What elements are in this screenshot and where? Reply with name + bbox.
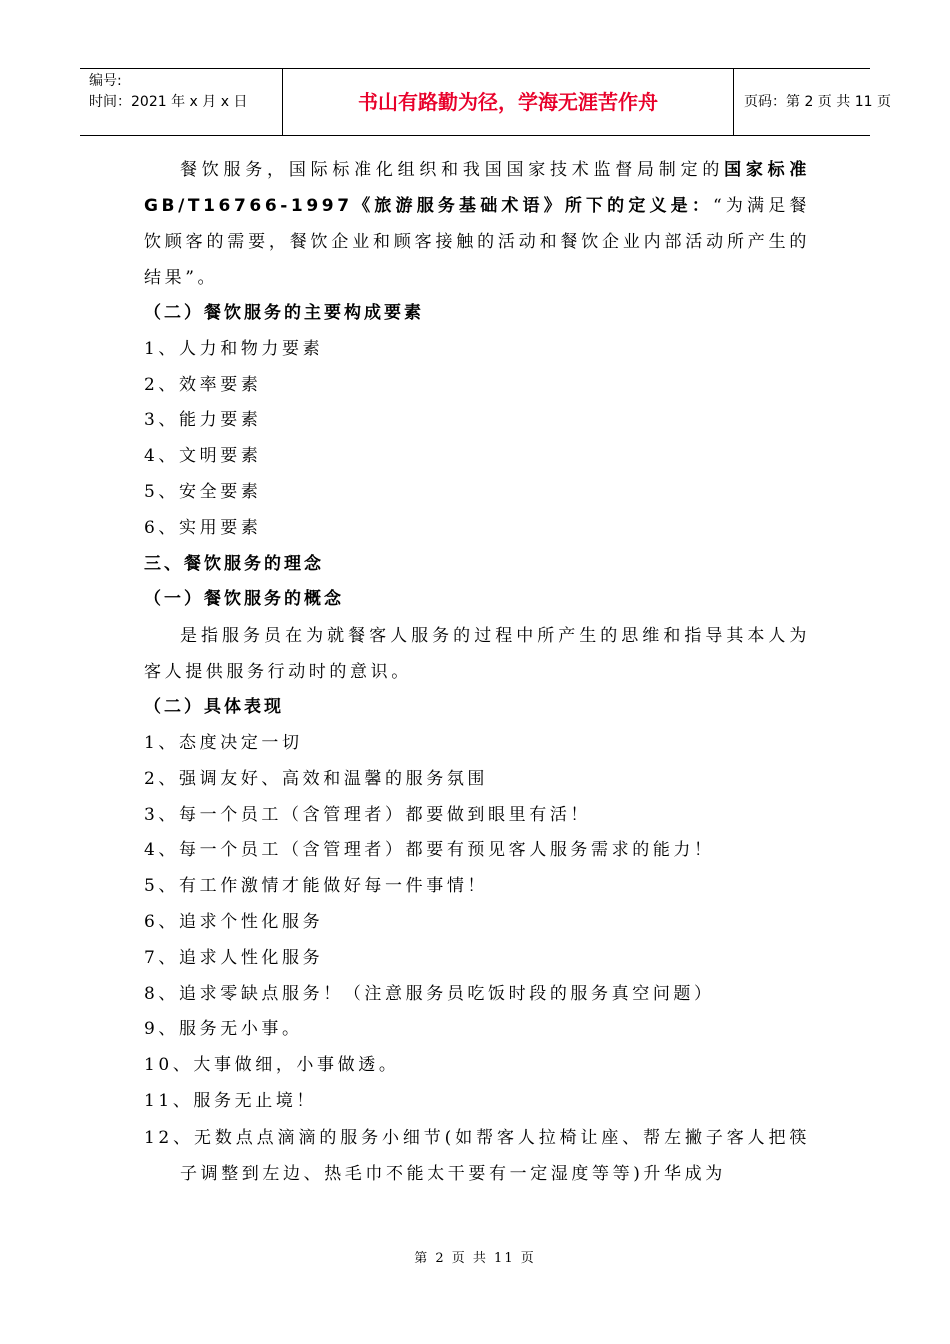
list-item: 5、有工作激情才能做好每一件事情！: [144, 876, 489, 897]
header-page-code: 页码：第 2 页 共 11 页: [744, 94, 891, 110]
header-motto: 书山有路勤为径，学海无涯苦作舟: [282, 69, 734, 135]
list-item: 9、服务无小事。: [144, 1019, 303, 1040]
list-item: 3、每一个员工（含管理者）都要做到眼里有活！: [144, 804, 592, 825]
definition-text-start: 餐饮服务，国际标准化组织和我国国家技术监督局制定的: [180, 160, 725, 180]
subsection-heading: （一）餐饮服务的概念: [144, 589, 344, 610]
section-heading: 三、餐饮服务的理念: [144, 553, 324, 574]
page-footer: 第 2 页 共 11 页: [414, 1251, 536, 1266]
concept-paragraph: 是指服务员在为就餐客人服务的过程中所产生的思维和指导其本人为客人提供服务行动时的意识。: [144, 626, 810, 683]
list-item: 2、强调友好、高效和温馨的服务氛围: [144, 768, 489, 789]
list-item: 6、实用要素: [144, 517, 262, 538]
list-item: 6、追求个性化服务: [144, 911, 324, 932]
section-heading: （二）餐饮服务的主要构成要素: [144, 303, 424, 323]
list-item: 2、效率要素: [144, 374, 262, 395]
list-item: 1、态度决定一切: [144, 732, 303, 753]
definition-quote: “为满足餐饮顾客的需要，餐饮企业和顾客接触的活动和餐饮企业内部活动所产生的结果”。: [144, 196, 810, 288]
list-item: 12、无数点点滴滴的服务小细节(如帮客人拉椅让座、帮左撇子客人把筷子调整到左边、热毛巾不能太干要有一定湿度等等)升华成为: [144, 1127, 810, 1184]
list-item: 1、人力和物力要素: [144, 338, 324, 359]
list-item: 7、追求人性化服务: [144, 947, 324, 968]
time-label: 时间：2021 年 x 月 x 日: [89, 94, 248, 110]
list-item: 5、安全要素: [144, 481, 262, 502]
document-body: [144, 152, 810, 1192]
number-label: 编号:: [89, 73, 122, 89]
definition-paragraph: [144, 152, 810, 296]
definition-standard-ref: 国家标准 GB/T16766-1997《旅游服务基础术语》所下的定义是：: [144, 160, 811, 216]
subsection-heading: （二）具体表现: [144, 697, 284, 718]
document-header: [80, 68, 891, 136]
list-item: 10、大事做细，小事做透。: [144, 1055, 400, 1076]
list-item: 11、服务无止境！: [144, 1090, 318, 1111]
list-item: 8、追求零缺点服务！（注意服务员吃饭时段的服务真空问题）: [144, 983, 715, 1004]
header-meta: [80, 69, 282, 135]
list-item: 4、文明要素: [144, 446, 262, 467]
list-item: 3、能力要素: [144, 410, 262, 431]
list-item: 4、每一个员工（含管理者）都要有预见客人服务需求的能力！: [144, 840, 715, 861]
